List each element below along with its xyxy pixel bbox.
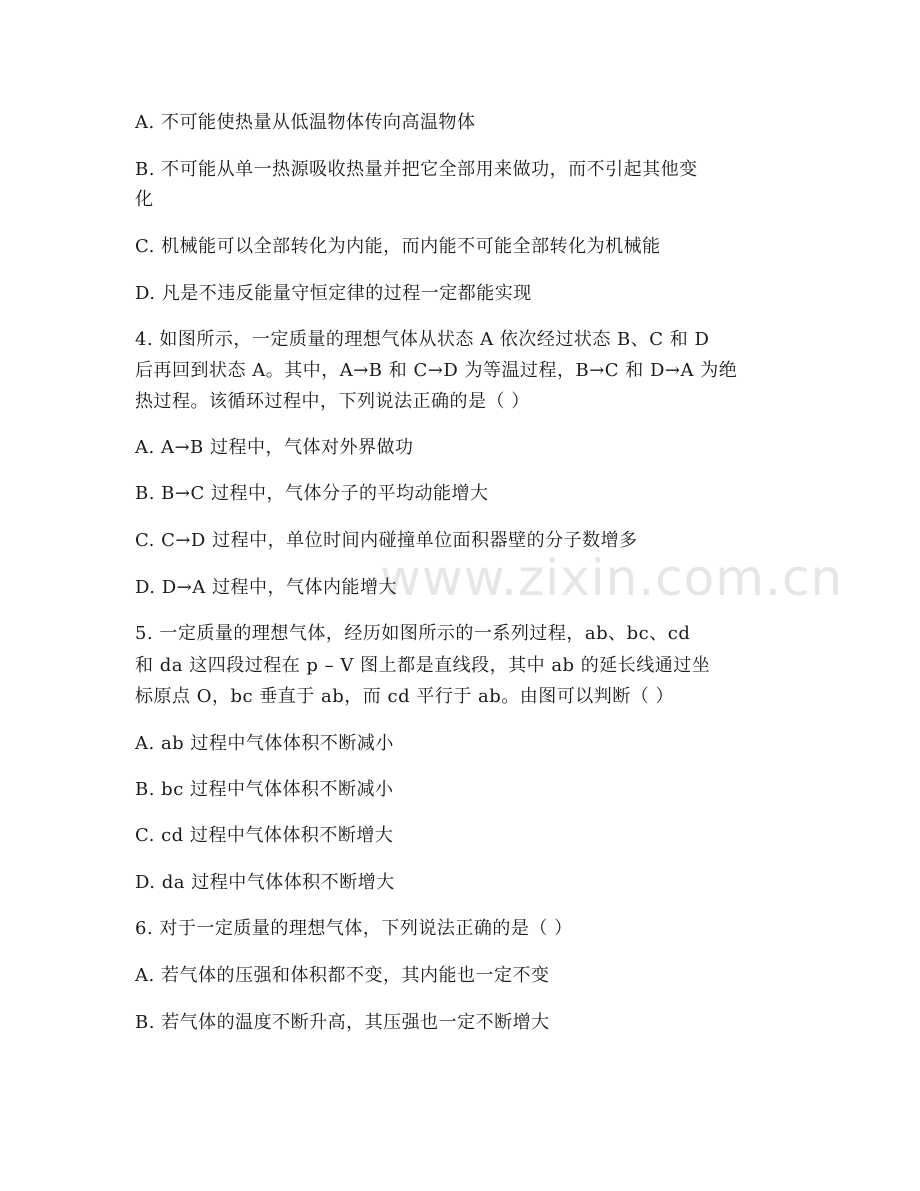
q4-stem-line2: 后再回到状态 A。其中，A→B 和 C→D 为等温过程，B→C 和 D→A 为绝 xyxy=(135,360,738,381)
q5-stem-line2: 和 da 这四段过程在 p – V 图上都是直线段，其中 ab 的延长线通过坐 xyxy=(135,655,711,676)
q3-option-c: C. 机械能可以全部转化为内能，而内能不可能全部转化为机械能 xyxy=(135,236,661,257)
q4-stem-line1: 4. 如图所示，一定质量的理想气体从状态 A 依次经过状态 B、C 和 D xyxy=(135,329,710,350)
q4-option-d: D. D→A 过程中，气体内能增大 xyxy=(135,577,397,598)
q4-stem-line3: 热过程。该循环过程中，下列说法正确的是（ ） xyxy=(135,391,530,412)
watermark: www.zixin.com.cn xyxy=(380,549,844,607)
q4-option-c: C. C→D 过程中，单位时间内碰撞单位面积器壁的分子数增多 xyxy=(135,530,638,551)
q5-option-d: D. da 过程中气体体积不断增大 xyxy=(135,872,395,893)
q6-option-b: B. 若气体的温度不断升高，其压强也一定不断增大 xyxy=(135,1012,550,1033)
q6-option-a: A. 若气体的压强和体积都不变，其内能也一定不变 xyxy=(135,965,550,986)
q5-option-a: A. ab 过程中气体体积不断减小 xyxy=(135,733,394,754)
q3-option-b: B. 不可能从单一热源吸收热量并把它全部用来做功，而不引起其他变 xyxy=(135,159,698,180)
q6-stem: 6. 对于一定质量的理想气体，下列说法正确的是（ ） xyxy=(135,918,573,939)
q3-option-a: A. 不可能使热量从低温物体传向高温物体 xyxy=(135,112,476,133)
q5-option-c: C. cd 过程中气体体积不断增大 xyxy=(135,825,394,846)
q5-option-b: B. bc 过程中气体体积不断减小 xyxy=(135,779,394,800)
q3-option-d: D. 凡是不违反能量守恒定律的过程一定都能实现 xyxy=(135,283,532,304)
q4-option-a: A. A→B 过程中，气体对外界做功 xyxy=(135,437,414,458)
q5-stem-line1: 5. 一定质量的理想气体，经历如图所示的一系列过程，ab、bc、cd xyxy=(135,623,691,644)
q3-option-b-cont: 化 xyxy=(135,189,154,210)
q4-option-b: B. B→C 过程中，气体分子的平均动能增大 xyxy=(135,483,489,504)
q5-stem-line3: 标原点 O，bc 垂直于 ab，而 cd 平行于 ab。由图可以判断（ ） xyxy=(135,686,675,707)
